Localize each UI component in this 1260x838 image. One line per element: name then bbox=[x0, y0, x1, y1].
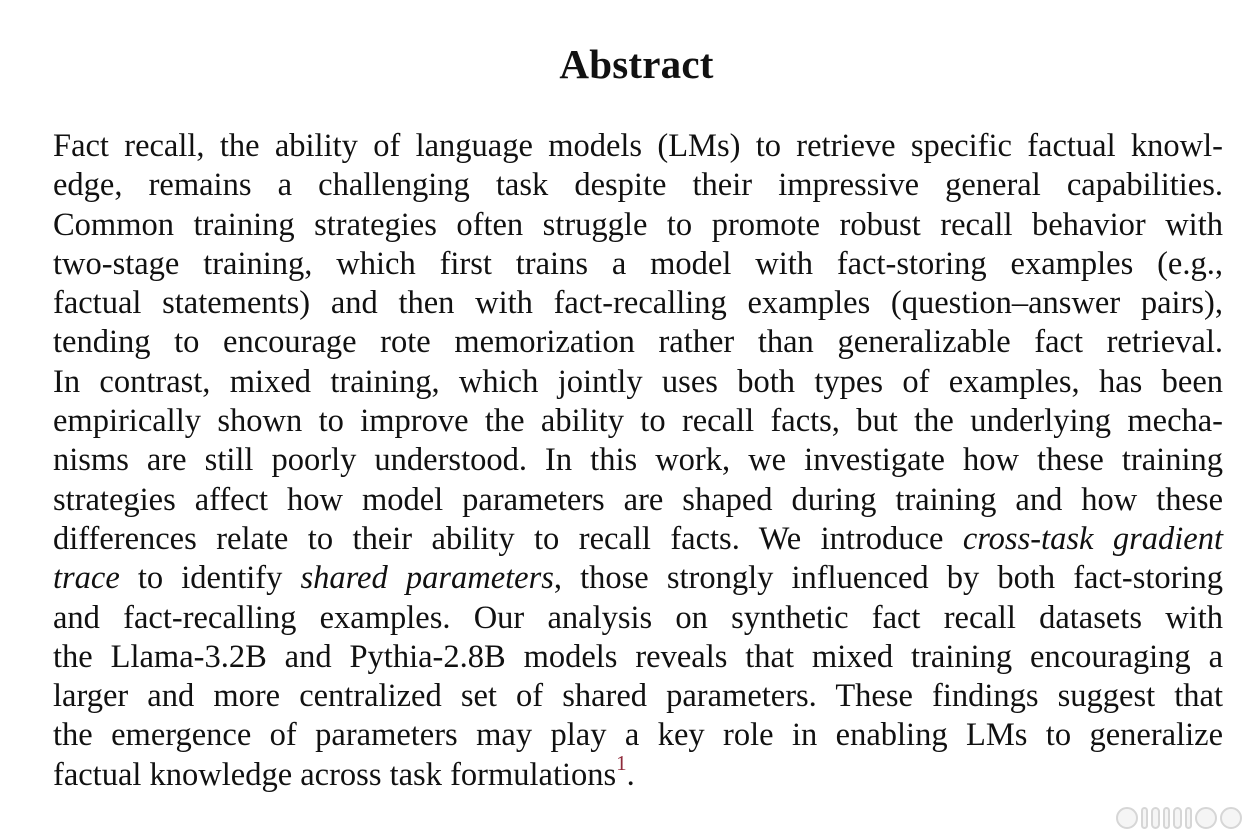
abstract-line bbox=[53, 363, 1223, 402]
text-run: factual statements) and then with fact-recalling examples (question–answer pairs), bbox=[53, 285, 1223, 322]
text-run: Fact recall, the ability of language models (LMs) to retrieve specific factual knowl- bbox=[53, 128, 1223, 164]
abstract-line bbox=[53, 520, 1223, 559]
italic-term: trace bbox=[53, 560, 120, 597]
text-run: strategies affect how model parameters are shaped during training and how these bbox=[53, 481, 1223, 518]
text-run: to identify bbox=[119, 560, 301, 597]
text-run: and fact-recalling examples. Our analysis on synthetic fact recall datasets with bbox=[53, 599, 1223, 636]
abstract-line bbox=[53, 441, 1223, 480]
text-run: Common training strategies often struggle to promote robust recall behavior with bbox=[53, 206, 1223, 243]
text-run: In contrast, mixed training, which jointly uses both types of examples, has been bbox=[53, 363, 1223, 400]
abstract-line bbox=[53, 402, 1223, 441]
abstract-line bbox=[53, 750, 1223, 795]
abstract-line bbox=[53, 559, 1223, 598]
abstract-line bbox=[53, 638, 1223, 677]
text-run: differences relate to their ability to recall facts. We introduce bbox=[53, 520, 963, 557]
abstract-line bbox=[53, 245, 1223, 284]
text-run: nisms are still poorly understood. In this work, we investigate how these training bbox=[53, 442, 1223, 479]
footnote-link[interactable]: 1 bbox=[616, 750, 627, 775]
italic-term: shared parameters bbox=[300, 560, 554, 597]
abstract-line bbox=[53, 206, 1223, 245]
text-run: tending to encourage rote memorization rather than generalizable fact retrieval. bbox=[53, 324, 1223, 361]
text-run: empirically shown to improve the ability to recall facts, but the underlying mecha- bbox=[53, 403, 1223, 440]
abstract-line bbox=[53, 166, 1223, 205]
text-run: the emergence of parameters may play a key role in enabling LMs to generalize bbox=[53, 717, 1223, 754]
abstract-line bbox=[53, 127, 1223, 166]
text-run: . bbox=[626, 756, 635, 793]
abstract-line bbox=[53, 677, 1223, 716]
abstract-line bbox=[53, 323, 1223, 362]
italic-term: cross-task gradient bbox=[962, 520, 1223, 557]
abstract-line bbox=[53, 481, 1223, 520]
abstract-heading: Abstract bbox=[559, 41, 714, 87]
text-run: edge, remains a challenging task despite their impressive general capabilities. bbox=[53, 167, 1223, 204]
watermark-logo bbox=[1116, 806, 1242, 830]
abstract-line bbox=[53, 716, 1223, 755]
abstract-line bbox=[53, 284, 1223, 323]
text-run: larger and more centralized set of shared parameters. These findings suggest that bbox=[53, 678, 1223, 715]
text-run: factual knowledge across task formulations bbox=[53, 756, 617, 793]
text-run: two-stage training, which first trains a model with fact-storing examples (e.g., bbox=[53, 245, 1223, 282]
text-run: the Llama-3.2B and Pythia-2.8B models reveals that mixed training encouraging a bbox=[53, 638, 1223, 675]
abstract-line bbox=[53, 599, 1223, 638]
abstract-paragraph bbox=[53, 127, 1223, 795]
text-run: , those strongly influenced by both fact-storing bbox=[553, 560, 1224, 597]
